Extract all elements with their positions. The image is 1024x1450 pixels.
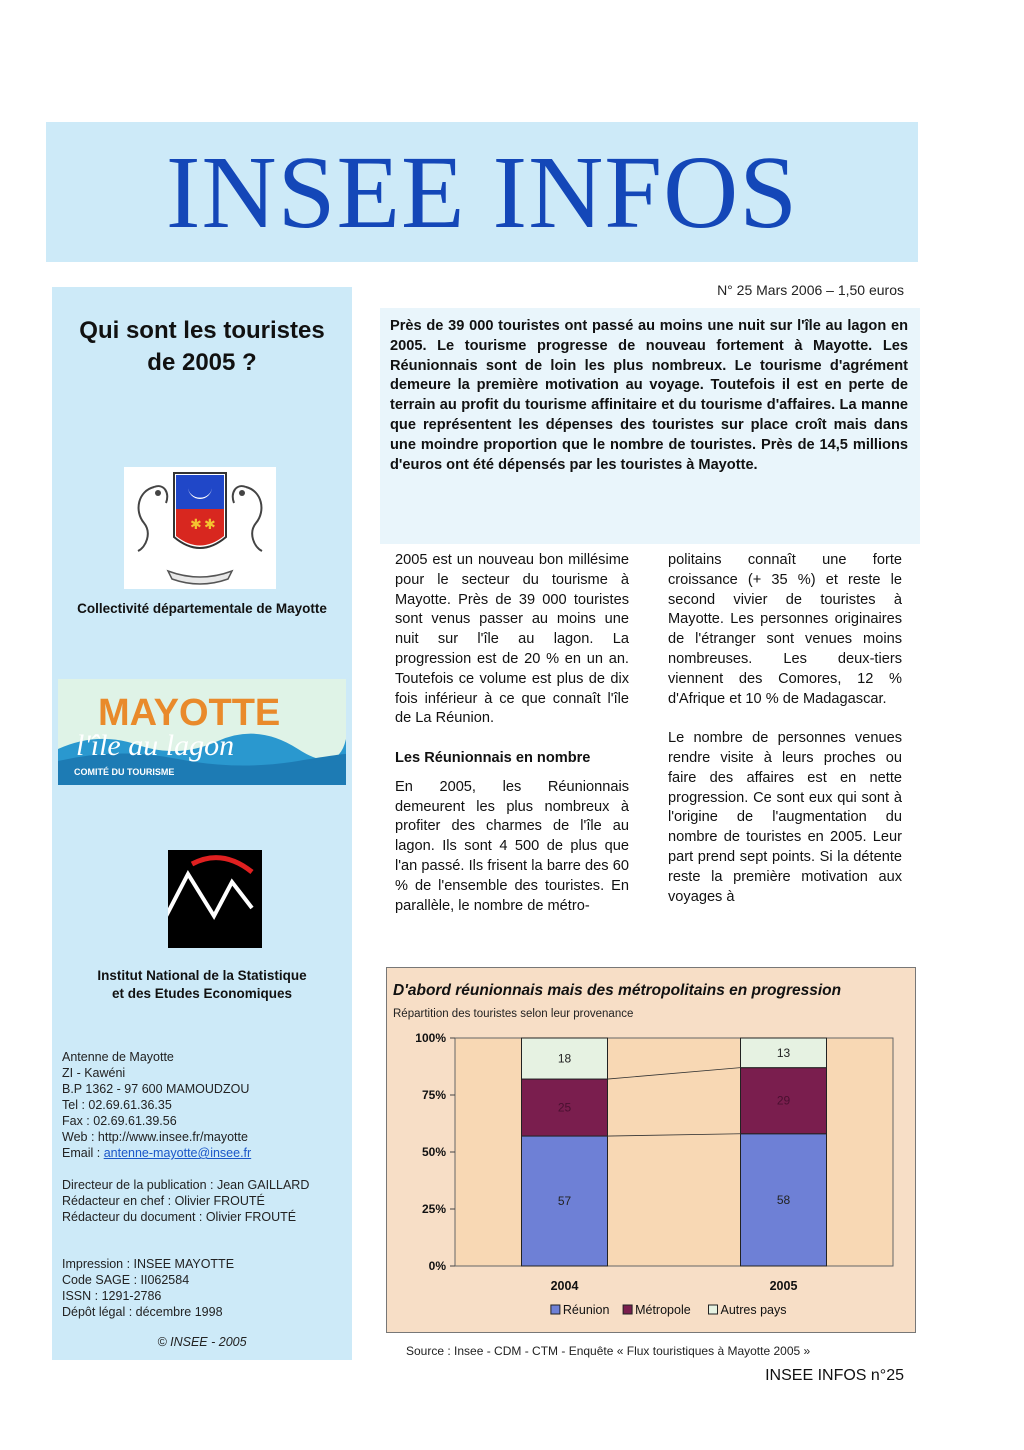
address-line: Fax : 02.69.61.39.56 xyxy=(62,1114,177,1128)
mayotte-emblem-icon xyxy=(124,467,276,589)
mayotte-tourism-logo xyxy=(58,679,346,785)
sidebar-title xyxy=(52,315,352,379)
bar-value-label: 57 xyxy=(557,1194,572,1209)
body-paragraph: 2005 est un nouveau bon millésime pour le secteur du tourisme à Mayotte. Près de 39 000 touristes sont venus passer au moins une nuit sur l'île au lagon. La progression est de 20 % en un an. Toutefois ce volume est plus de dix fois inférieur à ce que connaît l'île de La Réunion. xyxy=(395,552,629,727)
body-paragraph: En 2005, les Réunionnais demeurent les plus nombreux à profiter des charmes de l'île au lagon. Ils sont 4 500 de plus que l'an passé. Ils frisent la barre des 60 % de l'ensemble des touristes. En parallèle, le nombre de métro- xyxy=(395,778,629,914)
printing-line: Dépôt légal : décembre 1998 xyxy=(62,1305,223,1319)
address-line: Tel : 02.69.61.36.35 xyxy=(62,1098,172,1112)
printing-block xyxy=(62,1256,234,1320)
copyright: © INSEE - 2005 xyxy=(157,1335,247,1349)
insee-logo-icon xyxy=(168,850,262,948)
x-tick-label: 2004 xyxy=(550,1279,579,1293)
address-line: B.P 1362 - 97 600 MAMOUDZOU xyxy=(62,1082,250,1096)
body-column-1 xyxy=(395,551,629,936)
institute-name xyxy=(52,967,352,1003)
legend-label: Métropole xyxy=(635,1303,691,1317)
bar-value-label: 29 xyxy=(776,1093,791,1108)
bar-value-label: 13 xyxy=(776,1045,791,1060)
institute-name-line: Institut National de la Statistique xyxy=(97,968,307,983)
bar-value-label: 25 xyxy=(557,1100,572,1115)
y-tick-label: 25% xyxy=(421,1202,446,1216)
y-tick-label: 100% xyxy=(415,1031,446,1045)
credits-block xyxy=(62,1177,309,1225)
legend-swatch xyxy=(551,1305,560,1314)
email-link[interactable]: antenne-mayotte@insee.fr xyxy=(103,1146,252,1160)
bar-value-label: 58 xyxy=(776,1192,791,1207)
body-column-2 xyxy=(668,551,902,927)
email-line xyxy=(62,1145,251,1161)
svg-text:✱: ✱ xyxy=(204,517,216,533)
emblem-caption: Collectivité départementale de Mayotte xyxy=(77,601,327,616)
y-tick-label: 0% xyxy=(428,1259,446,1273)
legend-swatch xyxy=(623,1305,632,1314)
chart-title: D'abord réunionnais mais des métropolitains en progression xyxy=(393,982,842,999)
email-label: Email : xyxy=(62,1146,104,1160)
address-block xyxy=(62,1049,251,1161)
credit-line: Rédacteur en chef : Olivier FROUTÉ xyxy=(62,1194,265,1208)
y-tick-label: 75% xyxy=(421,1088,446,1102)
address-line: ZI - Kawéni xyxy=(62,1066,126,1080)
chart-subtitle: Répartition des touristes selon leur provenance xyxy=(393,1008,634,1020)
y-tick-label: 50% xyxy=(421,1145,446,1159)
legend-label: Réunion xyxy=(562,1303,610,1317)
lead-paragraph: Près de 39 000 touristes ont passé au moins une nuit sur l'île au lagon en 2005. Le tourisme progresse de nouveau fortement à Mayotte. Les Réunionnais sont de loin les plus nombreux. Le tourisme d'agrément demeure la première motivation au voyage. Toutefois il est en perte de terrain au profit du tourisme affinitaire et du tourisme d'affaires. La manne que représentent les dépenses des touristes sur place croît mais dans une moindre proportion que le nombre de touristes. Près de 14,5 millions d'euros ont été dépensés par les touristes à Mayotte. xyxy=(390,318,908,473)
address-line: Web : http://www.insee.fr/mayotte xyxy=(62,1130,248,1144)
legend-swatch xyxy=(709,1305,718,1314)
printing-line: Impression : INSEE MAYOTTE xyxy=(62,1257,235,1271)
institute-name-line: et des Etudes Economiques xyxy=(111,986,293,1001)
sidebar xyxy=(52,287,352,1360)
issue-info: N° 25 Mars 2006 – 1,50 euros xyxy=(717,282,904,298)
body-paragraph: Le nombre de personnes venues rendre visite à leurs proches ou faire des affaires est en nette progression. Ce sont eux qui sont à l'origine de l'augmentation du nombre de touristes en 2005. Leur part prend sept points. Si la détente reste la première motivation aux voyages à xyxy=(668,730,902,905)
mayotte-logo-tagline: l'île au lagon xyxy=(76,729,235,762)
sidebar-title-line: de 2005 ? xyxy=(147,349,257,376)
lead-box xyxy=(380,308,920,544)
masthead xyxy=(46,122,918,262)
footer-issue: INSEE INFOS n°25 xyxy=(765,1367,904,1384)
stacked-bar-chart xyxy=(387,968,915,1332)
plot-area xyxy=(455,1038,893,1266)
printing-line: ISSN : 1291-2786 xyxy=(62,1289,162,1303)
mayotte-logo-text: MAYOTTE xyxy=(98,692,281,734)
legend-label: Autres pays xyxy=(720,1303,787,1317)
bar-value-label: 18 xyxy=(557,1051,572,1066)
body-paragraph: politains connaît une forte croissance (+ 35 %) et reste le second vivier de touristes à Mayotte. Les personnes originaires de l'étranger sont venues moins nombreuses. Les deux-tiers viennent des Comores, 12 % d'Afrique et 10 % de Madagascar. xyxy=(668,552,902,707)
chart-panel xyxy=(386,967,916,1333)
credit-line: Rédacteur du document : Olivier FROUTÉ xyxy=(62,1210,297,1224)
masthead-title: INSEE INFOS xyxy=(165,134,799,250)
svg-text:✱: ✱ xyxy=(190,517,202,533)
chart-source: Source : Insee - CDM - CTM - Enquête « Flux touristiques à Mayotte 2005 » xyxy=(406,1344,811,1358)
printing-line: Code SAGE : II062584 xyxy=(62,1273,190,1287)
sidebar-title-line: Qui sont les touristes xyxy=(79,317,325,344)
section-heading: Les Réunionnais en nombre xyxy=(395,749,591,766)
credit-line: Directeur de la publication : Jean GAILLARD xyxy=(62,1178,310,1192)
x-tick-label: 2005 xyxy=(769,1279,798,1293)
address-line: Antenne de Mayotte xyxy=(62,1050,174,1064)
mayotte-logo-subtext: COMITÉ DU TOURISME xyxy=(74,767,175,777)
